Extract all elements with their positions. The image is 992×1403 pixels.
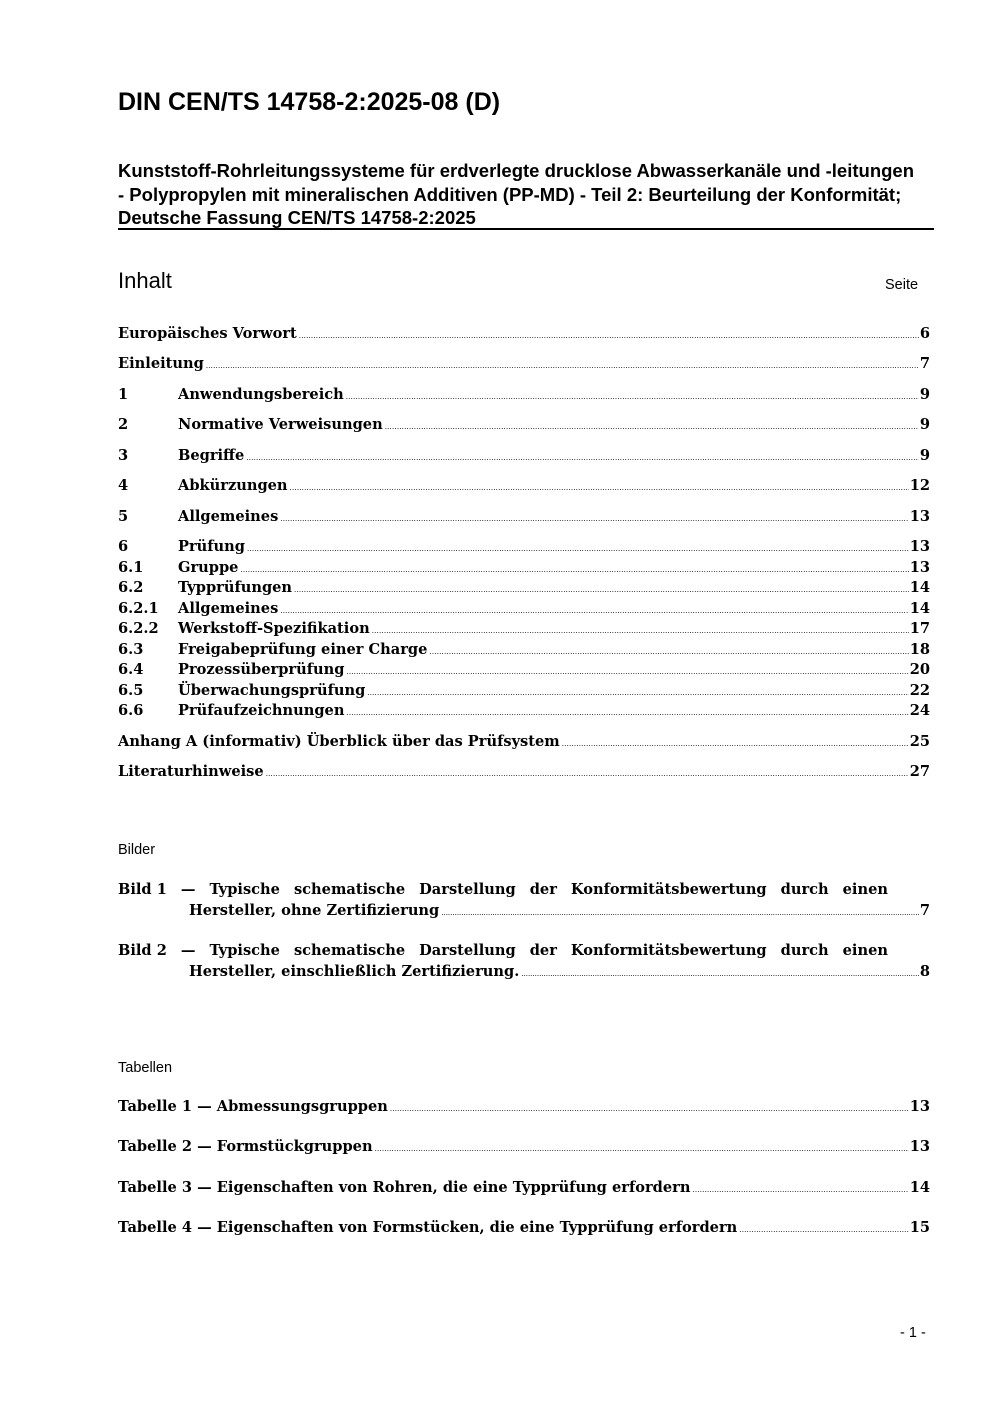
toc-page-number: 17 xyxy=(909,620,930,637)
toc-entry[interactable]: Europäisches Vorwort ..... 6 xyxy=(118,325,930,344)
figure-entry[interactable]: Bild 1 — Typische schematische Darstellung der Konformitätsbewertung durch einen Hersteller, ohne Zertifizierung ..... 7 xyxy=(118,879,930,924)
toc-page-number: 27 xyxy=(909,763,930,780)
toc-section-number: 1 xyxy=(118,386,129,403)
toc-entry[interactable]: Literaturhinweise ..... 27 xyxy=(118,763,930,782)
document-subtitle: Kunststoff-Rohrleitungssysteme für erdverlegte drucklose Abwasserkanäle und -leitungen - Polypropylen mit mineralischen Additiven (PP-MD) - Teil 2: Beurteilung der Konformität; Deutsche Fassung CEN/TS 14758-2:2025 xyxy=(118,160,915,228)
toc-entry[interactable]: 6.6 Prüfaufzeichnungen ..... 24 xyxy=(118,702,930,721)
figures-heading: Bilder xyxy=(118,842,156,858)
toc-section-number: 6.1 xyxy=(118,559,144,576)
toc-page-number: 20 xyxy=(909,661,930,678)
tables-heading: Tabellen xyxy=(118,1060,173,1076)
figure-entry[interactable]: Bild 2 — Typische schematische Darstellung der Konformitätsbewertung durch einen Hersteller, einschließlich Zertifizierung. ..... 8 xyxy=(118,940,930,985)
page-number: - 1 - xyxy=(900,1325,926,1341)
toc-section-number: 6.3 xyxy=(118,641,144,658)
figure-page-number: 8 xyxy=(919,963,930,980)
toc-entry[interactable]: 5 Allgemeines ..... 13 xyxy=(118,508,930,527)
toc-entry[interactable]: 6.5 Überwachungsprüfung ..... 22 xyxy=(118,682,930,701)
page-column-label: Seite xyxy=(885,277,919,293)
title-divider xyxy=(118,228,934,230)
toc-page-number: 14 xyxy=(909,600,930,617)
toc-section-number: 6.2.1 xyxy=(118,600,159,617)
toc-entry[interactable]: 6.2 Typprüfungen ..... 14 xyxy=(118,579,930,598)
toc-entry[interactable]: 6.2.1 Allgemeines ..... 14 xyxy=(118,600,930,619)
toc-page-number: 13 xyxy=(909,508,930,525)
table-page-number: 15 xyxy=(909,1219,930,1236)
toc-entry[interactable]: 6.3 Freigabeprüfung einer Charge ..... 18 xyxy=(118,641,930,660)
toc-section-number: 3 xyxy=(118,447,129,464)
toc-page-number: 13 xyxy=(909,538,930,555)
toc-entry[interactable]: 4 Abkürzungen ..... 12 xyxy=(118,477,930,496)
toc-entry[interactable]: Einleitung ..... 7 xyxy=(118,355,930,374)
toc-section-number: 4 xyxy=(118,477,129,494)
toc-page-number: 18 xyxy=(909,641,930,658)
toc-entry[interactable]: 1 Anwendungsbereich ..... 9 xyxy=(118,386,930,405)
toc-entry[interactable]: 2 Normative Verweisungen ..... 9 xyxy=(118,416,930,435)
toc-entry[interactable]: 6.2.2 Werkstoff-Spezifikation ..... 17 xyxy=(118,620,930,639)
table-page-number: 13 xyxy=(909,1098,930,1115)
table-page-number: 14 xyxy=(909,1179,930,1196)
toc-page-number: 6 xyxy=(919,325,930,342)
toc-page-number: 9 xyxy=(919,447,930,464)
toc-entry[interactable]: 6.1 Gruppe ..... 13 xyxy=(118,559,930,578)
toc-section-number: 6.4 xyxy=(118,661,144,678)
toc-section-number: 6.2 xyxy=(118,579,144,596)
table-entry[interactable]: Tabelle 1 — Abmessungsgruppen ..... 13 xyxy=(118,1098,930,1117)
toc-section-number: 6.5 xyxy=(118,682,144,699)
figure-page-number: 7 xyxy=(919,902,930,919)
table-entry[interactable]: Tabelle 4 — Eigenschaften von Formstücken, die eine Typprüfung erfordern ..... 15 xyxy=(118,1219,930,1238)
toc-entry[interactable]: Anhang A (informativ) Überblick über das Prüfsystem ..... 25 xyxy=(118,733,930,752)
toc-section-number: 6 xyxy=(118,538,129,555)
table-page-number: 13 xyxy=(909,1138,930,1155)
table-entry[interactable]: Tabelle 3 — Eigenschaften von Rohren, die eine Typprüfung erfordern ..... 14 xyxy=(118,1179,930,1198)
toc-section-number: 6.6 xyxy=(118,702,144,719)
toc-entry[interactable]: 3 Begriffe ..... 9 xyxy=(118,447,930,466)
toc-page-number: 24 xyxy=(909,702,930,719)
toc-page-number: 25 xyxy=(909,733,930,750)
toc-page-number: 22 xyxy=(909,682,930,699)
toc-entry[interactable]: 6.4 Prozessüberprüfung ..... 20 xyxy=(118,661,930,680)
toc-section-number: 2 xyxy=(118,416,129,433)
toc-page-number: 13 xyxy=(909,559,930,576)
toc-page-number: 9 xyxy=(919,416,930,433)
toc-page-number: 14 xyxy=(909,579,930,596)
toc-heading: Inhalt xyxy=(118,268,172,293)
document-title: DIN CEN/TS 14758-2:2025-08 (D) xyxy=(118,88,501,116)
toc-page-number: 9 xyxy=(919,386,930,403)
toc-entry[interactable]: 6 Prüfung ..... 13 xyxy=(118,538,930,557)
toc-section-number: 6.2.2 xyxy=(118,620,159,637)
table-entry[interactable]: Tabelle 2 — Formstückgruppen ..... 13 xyxy=(118,1138,930,1157)
toc-section-number: 5 xyxy=(118,508,129,525)
toc-page-number: 7 xyxy=(919,355,930,372)
toc-page-number: 12 xyxy=(909,477,930,494)
